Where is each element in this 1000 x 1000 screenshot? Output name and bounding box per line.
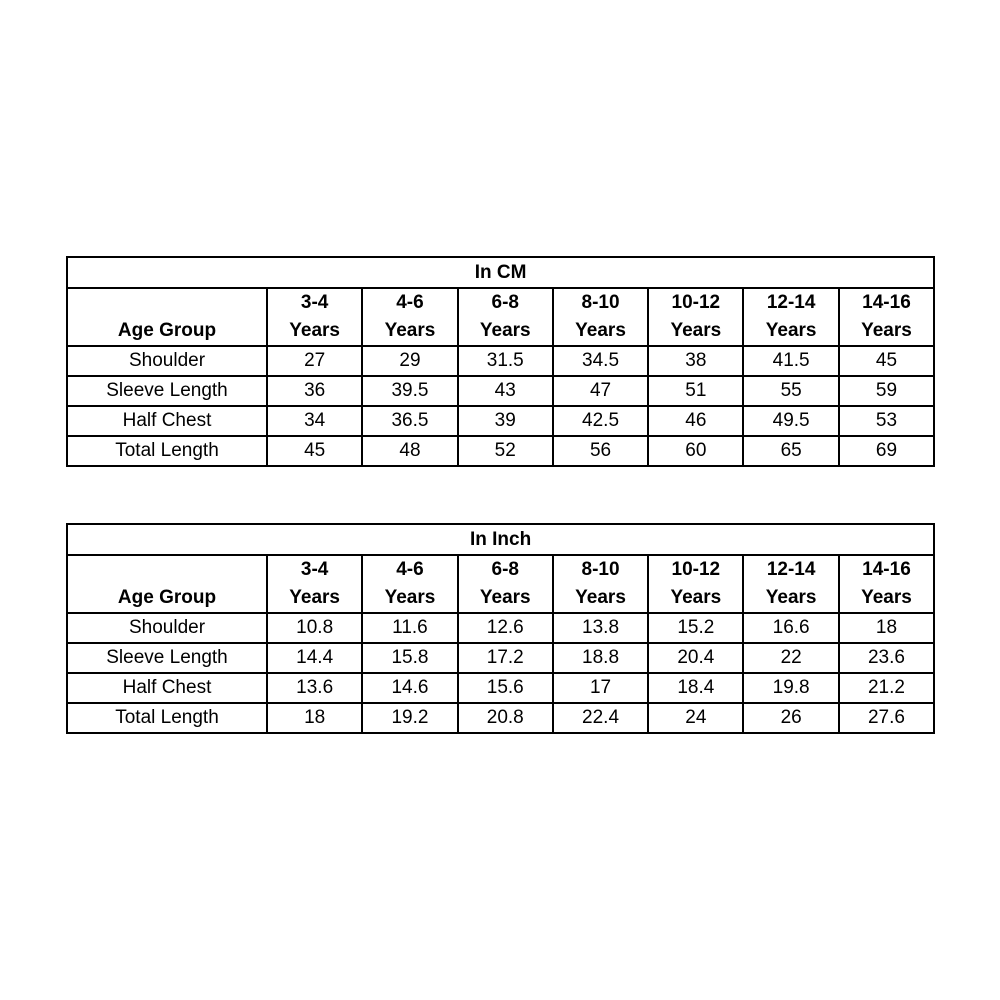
table-cell: 18.8 (553, 643, 648, 673)
table-title: In Inch (67, 524, 934, 555)
age-range: 3-4 (300, 292, 329, 313)
age-range: 6-8 (491, 559, 519, 580)
age-unit: Years (575, 320, 626, 341)
table-cell: 21.2 (839, 673, 934, 703)
column-header (458, 555, 553, 613)
table-cell: 15.2 (648, 613, 743, 643)
table-cell: 17 (553, 673, 648, 703)
table-cell: 12.6 (458, 613, 553, 643)
table-title-row (67, 257, 934, 288)
column-header (743, 288, 838, 346)
table-cell: 41.5 (743, 346, 838, 376)
table-row (67, 643, 934, 673)
row-header-label: Age Group (117, 320, 217, 341)
column-header (839, 555, 934, 613)
table-cell: 18.4 (648, 673, 743, 703)
table-row (67, 673, 934, 703)
column-header (839, 288, 934, 346)
table-cell: 43 (458, 376, 553, 406)
column-header (362, 555, 457, 613)
age-unit: Years (765, 587, 817, 608)
table-cell: 38 (648, 346, 743, 376)
table-cell: 19.8 (743, 673, 838, 703)
table-cell: 15.6 (458, 673, 553, 703)
age-range: 3-4 (300, 559, 329, 580)
column-header (553, 555, 648, 613)
column-header (267, 288, 362, 346)
table-cell: 39.5 (362, 376, 457, 406)
row-label: Sleeve Length (67, 643, 267, 673)
table-cell: 59 (839, 376, 934, 406)
table-row (67, 436, 934, 466)
column-header (648, 555, 743, 613)
age-unit: Years (765, 320, 817, 341)
table-row (67, 346, 934, 376)
table-title: In CM (67, 257, 934, 288)
size-chart-inch-table (66, 523, 935, 734)
table-cell: 46 (648, 406, 743, 436)
row-label: Half Chest (67, 406, 267, 436)
row-label: Half Chest (67, 673, 267, 703)
table-cell: 56 (553, 436, 648, 466)
table-cell: 23.6 (839, 643, 934, 673)
table-cell: 20.8 (458, 703, 553, 733)
row-header-label: Age Group (117, 587, 217, 608)
age-unit: Years (861, 587, 912, 608)
size-chart-cm-table (66, 256, 935, 467)
row-label: Total Length (67, 703, 267, 733)
table-cell: 29 (362, 346, 457, 376)
age-unit: Years (289, 587, 341, 608)
table-cell: 22 (743, 643, 838, 673)
age-unit: Years (861, 320, 912, 341)
age-range: 10-12 (671, 292, 721, 313)
column-header (743, 555, 838, 613)
age-unit: Years (479, 320, 531, 341)
table-cell: 10.8 (267, 613, 362, 643)
table-row (67, 703, 934, 733)
age-unit: Years (670, 587, 722, 608)
table-cell: 27.6 (839, 703, 934, 733)
table-cell: 51 (648, 376, 743, 406)
table-cell: 13.6 (267, 673, 362, 703)
age-range: 8-10 (581, 559, 620, 580)
table-cell: 14.4 (267, 643, 362, 673)
header-row (67, 555, 934, 613)
column-header (458, 288, 553, 346)
table-cell: 69 (839, 436, 934, 466)
age-range: 10-12 (671, 559, 721, 580)
table-cell: 22.4 (553, 703, 648, 733)
table-cell: 36 (267, 376, 362, 406)
table-cell: 24 (648, 703, 743, 733)
age-range: 12-14 (766, 559, 816, 580)
table-cell: 16.6 (743, 613, 838, 643)
table-cell: 17.2 (458, 643, 553, 673)
table-cell: 65 (743, 436, 838, 466)
table-cell: 34.5 (553, 346, 648, 376)
column-header (362, 288, 457, 346)
column-header (267, 555, 362, 613)
row-header-cell (67, 288, 267, 346)
age-range: 12-14 (766, 292, 816, 313)
column-header (648, 288, 743, 346)
table-cell: 11.6 (362, 613, 457, 643)
age-range: 4-6 (396, 559, 424, 580)
header-row (67, 288, 934, 346)
table-cell: 15.8 (362, 643, 457, 673)
row-label: Sleeve Length (67, 376, 267, 406)
table-cell: 27 (267, 346, 362, 376)
table-cell: 55 (743, 376, 838, 406)
table-cell: 39 (458, 406, 553, 436)
table-cell: 19.2 (362, 703, 457, 733)
table-cell: 26 (743, 703, 838, 733)
table-cell: 31.5 (458, 346, 553, 376)
table-cell: 52 (458, 436, 553, 466)
table-cell: 18 (839, 613, 934, 643)
row-header-cell (67, 555, 267, 613)
column-header (553, 288, 648, 346)
table-cell: 14.6 (362, 673, 457, 703)
age-range: 8-10 (581, 292, 620, 313)
table-cell: 20.4 (648, 643, 743, 673)
age-unit: Years (670, 320, 722, 341)
age-unit: Years (384, 587, 436, 608)
table-row (67, 406, 934, 436)
table-cell: 34 (267, 406, 362, 436)
row-label: Total Length (67, 436, 267, 466)
table-cell: 45 (839, 346, 934, 376)
table-row (67, 376, 934, 406)
table-cell: 13.8 (553, 613, 648, 643)
age-range: 6-8 (491, 292, 519, 313)
row-label: Shoulder (67, 613, 267, 643)
table-cell: 36.5 (362, 406, 457, 436)
age-range: 14-16 (862, 292, 911, 313)
table-cell: 48 (362, 436, 457, 466)
age-unit: Years (384, 320, 436, 341)
table-cell: 53 (839, 406, 934, 436)
age-unit: Years (289, 320, 341, 341)
table-title-row (67, 524, 934, 555)
age-unit: Years (575, 587, 626, 608)
age-unit: Years (479, 587, 531, 608)
table-cell: 45 (267, 436, 362, 466)
row-label: Shoulder (67, 346, 267, 376)
table-cell: 49.5 (743, 406, 838, 436)
table-cell: 18 (267, 703, 362, 733)
age-range: 14-16 (862, 559, 911, 580)
table-cell: 47 (553, 376, 648, 406)
table-cell: 42.5 (553, 406, 648, 436)
table-cell: 60 (648, 436, 743, 466)
age-range: 4-6 (396, 292, 424, 313)
table-row (67, 613, 934, 643)
